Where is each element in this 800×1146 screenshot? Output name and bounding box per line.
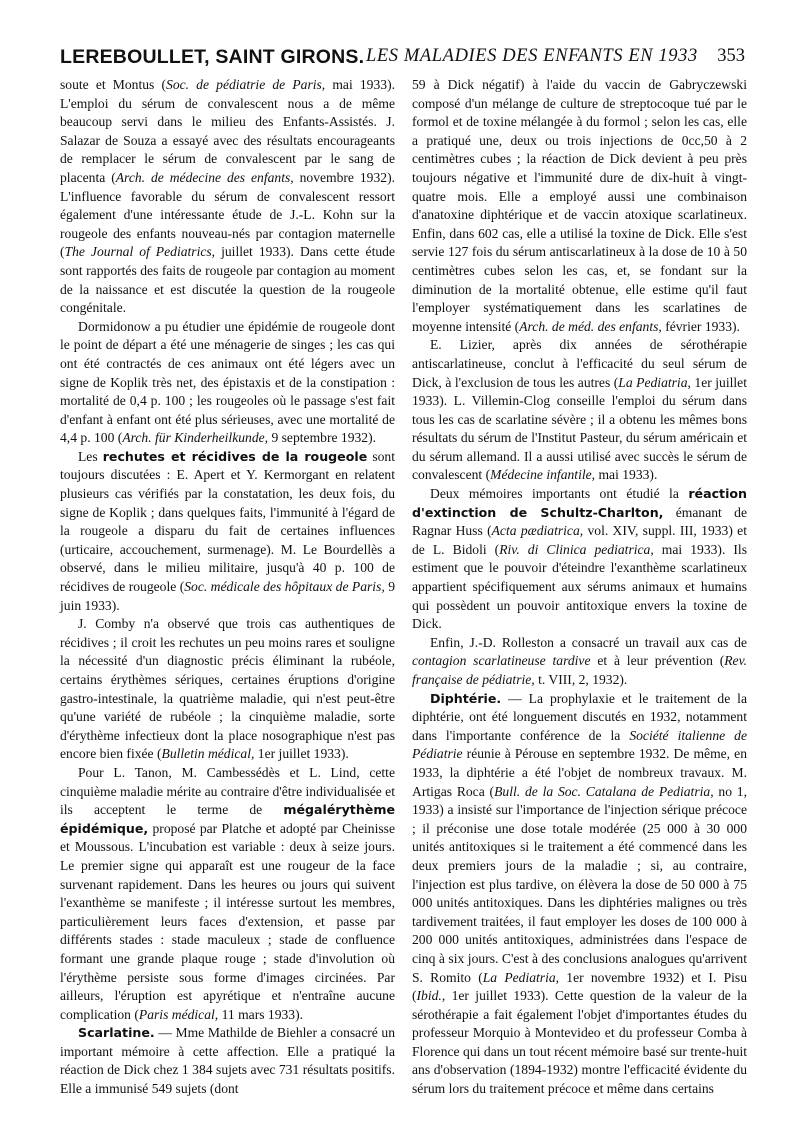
header-title: LES MALADIES DES ENFANTS EN 1933 <box>366 46 698 66</box>
italic-citation: Arch. de médecine des enfants, <box>115 169 294 185</box>
text-run: soute et Montus ( <box>60 77 167 92</box>
paragraph <box>412 76 747 336</box>
text-run: t. VIII, 2, 1932). <box>534 672 628 687</box>
text-run: proposé par Platche et adopté par Cheinisse et Moussous. L'incubation est variable : deux à seize jours. Le premier signe qui apparaît est une rougeur de la face survenant rapidement. Dans les heures ou jours qui suivent l'exanthème se manifeste ; il intéresse surtout les membres, particulièrement leurs faces d'extension, et passe par différents stades : stade maculeux ; stade de confluence formant une grande plaque rouge ; stade d'involution où l'érythème persiste sous forme d'images circinées. Par ailleurs, l'éruption est apyrétique et n'entraîne aucune complication ( <box>60 820 395 1022</box>
text-run: vol. XIV, suppl. III, 1933) et de L. Bidoli ( <box>412 523 747 557</box>
text-run: Pour L. Tanon, M. Cambessédès et L. Lind, cette cinquième maladie mérite au contraire d'être individualisée et ils acceptent le terme de <box>60 764 395 818</box>
bold-heading: Diphtérie. <box>430 690 502 706</box>
italic-citation: Soc. de pédiatrie de Paris, <box>166 77 326 92</box>
text-run: mai 1933). <box>595 467 658 483</box>
paragraph <box>412 634 747 690</box>
text-run: — Mme Mathilde de Biehler a consacré un important mémoire à cette affection. Elle a pratiqué la réaction de Dick chez 1 384 sujets avec 731 résultats positifs. Elle a immunisé 549 sujets (dont <box>60 1025 395 1097</box>
italic-citation: Soc. médicale des hôpitaux de Paris, <box>184 579 385 595</box>
italic-citation: contagion scarlatineuse tardive <box>412 653 591 669</box>
italic-citation: Société italienne de Pédiatrie <box>412 727 747 762</box>
text-run: Enfin, J.-D. Rolleston a consacré un travail aux cas de <box>430 634 747 650</box>
text-run: réunie à Pérouse en septembre 1932. De même, en 1933, la diphtérie a été l'objet de nombreux travaux. M. Artigas Roca ( <box>412 746 747 799</box>
bold-heading: réaction d'extinction de Schultz-Charlton, <box>412 486 747 520</box>
bold-heading: rechutes et récidives de la rougeole <box>102 448 368 464</box>
page-number: 353 <box>717 46 745 66</box>
paragraph <box>412 336 747 485</box>
italic-citation: Arch. de méd. des enfants, <box>519 318 662 334</box>
text-run: 11 mars 1933). <box>218 1006 304 1022</box>
text-run: E. Lizier, après dix années de sérothérapie antiscarlatineuse, conclut à l'efficacité du seul sérum de Dick, à l'exclusion de tous les autres ( <box>412 337 747 390</box>
paragraph <box>60 76 395 318</box>
paragraph <box>412 485 747 634</box>
italic-citation: La Pediatria, <box>482 969 560 985</box>
text-run: juillet 1933). Dans cette étude sont rapportés des faits de rougeole par contagion au moment de la naissance et est discutée la question de la rougeole congénitale. <box>60 244 395 316</box>
running-header <box>60 40 745 76</box>
text-run: 1er novembre 1932) et I. Pisu ( <box>412 969 747 1004</box>
text-run: et à leur prévention ( <box>590 653 725 669</box>
italic-citation: Médecine infantile, <box>490 467 596 483</box>
bold-heading: mégalérythème épidémique, <box>60 802 395 836</box>
header-authors: LEREBOULLET, SAINT GIRONS. <box>60 46 365 68</box>
italic-citation: Bulletin médical, <box>161 746 255 762</box>
text-run: mai 1933). Ils estiment que le pouvoir d'éteindre l'exanthème scarlatineux appartient spécifiquement aux sérums animaux et humains qui possèdent un pouvoir antitoxique envers la toxine de Dick. <box>412 541 747 632</box>
paragraph <box>60 448 395 615</box>
paragraph <box>60 615 395 764</box>
right-column <box>412 76 747 1099</box>
text-run: mai 1933). L'emploi du sérum de convalescent nous a de même beaucoup servi dans le milieu des Enfants-Assistés. J. Salazar de Souza a essayé avec des résultats encourageants de remplacer le sérum de convalescent par le sang de placenta ( <box>60 77 396 185</box>
bold-heading: Scarlatine. <box>78 1025 155 1041</box>
text-run: 59 à Dick négatif) à l'aide du vaccin de Gabryczewski composé d'un mélange de culture de streptocoque tué par le formol et de toxine mélangée à du formol ; selon les cas, elle a pratiqué une, deux ou trois injections de 0cc,50 à 2 centimètres cubes ; la réaction de Dick devient à peu près toujours négative et l'immunité dure de dix-huit à vingt-quatre mois. Elle a employé aussi une combinaison d'anatoxine diphtérique et de vaccin atoxique scarlatineux. Enfin, dans 602 cas, elle a utilisé la toxine de Dick. Elle s'est servie 127 fois du sérum antiscarlatineux à la dose de 10 à 50 centimètres cubes selon les cas, et, se fondant sur la diminution de la mortalité obtenue, elle estime qu'il faut l'employer systématiquement dans les scarlatines de moyenne intensité ( <box>412 77 747 334</box>
italic-citation: Paris médical, <box>138 1006 219 1022</box>
paragraph <box>60 318 395 448</box>
text-run: émanant de Ragnar Huss ( <box>412 504 747 539</box>
paragraph <box>60 1024 395 1098</box>
text-run: novembre 1932). L'influence favorable du sérum de convalescent ressort également d'une intéressante étude de J.-L. Kohn sur la rougeole des enfants nouveau-nés par contagion maternelle ( <box>60 169 395 260</box>
italic-citation: Arch. für Kinderheilkunde, <box>122 430 269 446</box>
text-run: 9 septembre 1932). <box>268 430 377 446</box>
italic-citation: La Pediatria, <box>618 374 691 390</box>
left-column <box>60 76 395 1099</box>
italic-citation: Bull. de la Soc. Catalana de Pediatria, <box>494 783 714 799</box>
text-run: février 1933). <box>661 318 740 334</box>
text-run: Deux mémoires importants ont étudié la <box>430 486 689 502</box>
text-run: 1er juillet 1933). <box>254 746 349 762</box>
text-run: J. Comby n'a observé que trois cas authentiques de récidives ; il croit les rechutes un peu moins rares et souligne la nécessité d'un diagnostic précis éliminant la rubéole, certains érythèmes sériques, certaines éruptions d'origine gastro-intestinale, la quatrième maladie, qui n'est peut-être qu'une variété de rubéole ; la cinquième maladie, sorte d'érythème infectieux dont la place nosographique n'est pas encore bien fixée ( <box>60 616 395 762</box>
italic-citation: Acta pædiatrica, <box>491 523 584 539</box>
text-run: 1er juillet 1933). Cette question de la valeur de la sérothérapie a fait également l'objet d'importantes études du professeur Morquio à Montevideo et du professeur Comba à Florence qui dans un tout récent mémoire basé sur trente-huit ans d'observation (1894-1932) montre l'efficacité évidente du sérum lors du traitement précoce et même dans certains <box>412 988 747 1097</box>
italic-citation: Riv. di Clinica pediatrica, <box>499 541 654 557</box>
text-run: Les <box>78 448 103 464</box>
italic-citation: Rev. française de pédiatrie, <box>412 653 747 687</box>
paragraph <box>60 764 395 1024</box>
text-run: sont toujours discutées : E. Apert et Y. Kermorgant en relatent plusieurs cas vérifiés par la constatation, les deux fois, du signe de Koplik ; dans quelques faits, l'immunité à l'égard de la rougeole a disparu du fait de certaines influences (urticaire, accouchement, surmenage). M. Le Bourdellès a observé, dans le milieu militaire, jusqu'à 40 p. 100 de récidives de rougeole ( <box>60 448 395 595</box>
italic-citation: Ibid., <box>416 988 446 1004</box>
text-run: 9 juin 1933). <box>60 579 395 613</box>
italic-citation: The Journal of Pediatrics, <box>64 244 216 260</box>
text-run: 1er juillet 1933). L. Villemin-Clog conseille l'emploi du sérum dans tous les cas de scarlatine sévère ; il a obtenu les mêmes bons résultats du sérum de l'Institut Pasteur, du sérum américain et du sérum allemand. Il a aussi utilisé avec succès le sérum de convalescent ( <box>412 374 747 483</box>
paragraph <box>412 690 747 1099</box>
text-run: Dormidonow a pu étudier une épidémie de rougeole dont le point de départ a été une ménagerie de singes ; les cas qui ont été contractés de ces animaux ont été légers avec un signe de Koplik très net, des épistaxis et de la constipation : mortalité de 0,4 p. 100 ; les rougeoles où le passage s'est fait d'enfant à enfant ont été plus sérieuses, avec une mortalité de 4,4 p. 100 ( <box>60 318 395 446</box>
text-run: — La prophylaxie et le traitement de la diphtérie, ont été longuement discutés en 1932, notamment dans l'importante conférence de la <box>412 690 747 743</box>
text-run: no 1, 1933) a insisté sur l'importance de l'injection sérique précoce ; il préconise une dose totale modérée (25 000 à 30 000 unités antitoxiques si le traitement a été commencé dans les deux premiers jours de la maladie ; si, au contraire, l'injection est plus tardive, on élèvera la dose de 50 000 à 75 000 unités antitoxiques. Dans les diphtéries malignes ou très tardivement traitées, il faut employer les doses de 100 000 à 200 000 unités antitoxiques, administrées dans l'espace de cinq à six jours. C'est à des conclusions analogues qu'arrivent S. Romito ( <box>412 783 747 985</box>
